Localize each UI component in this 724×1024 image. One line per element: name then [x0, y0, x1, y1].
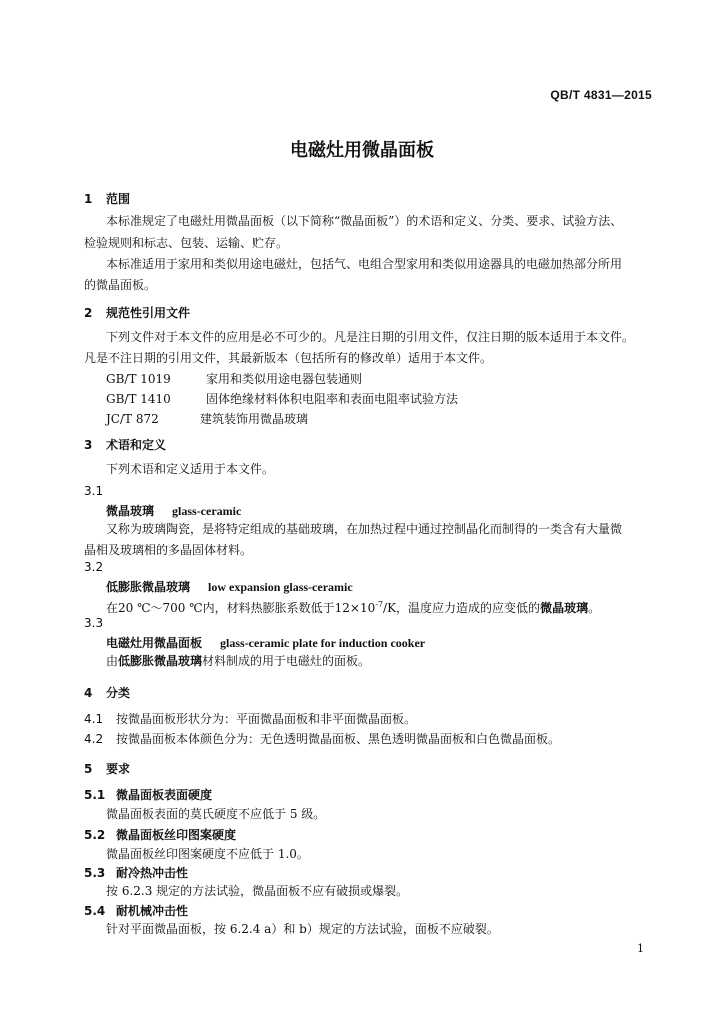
term-chinese: 电磁灶用微晶面板 [106, 636, 203, 650]
term-chinese: 低膨胀微晶玻璃 [106, 580, 191, 594]
clause-number: 5.3 [84, 866, 106, 880]
paragraph: 下列文件对于本文件的应用是必不可少的。凡是注日期的引用文件，仅注日期的版本适用于本文件。 [106, 330, 635, 344]
term-definition [106, 596, 600, 617]
term-definition [106, 652, 370, 670]
clause-title: 微晶面板丝印图案硬度 [116, 828, 237, 842]
paragraph: 检验规则和标志、包装、运输、贮存。 [84, 236, 289, 250]
definition-text: 材料制成的用于电磁灶的面板。 [202, 654, 371, 668]
clause-heading [84, 864, 188, 881]
clause-text: 按微晶面板本体颜色分为：无色透明微晶面板、黑色透明微晶面板和白色微晶面板。 [116, 732, 561, 746]
term-number: 3.3 [84, 616, 104, 630]
term-reference: 低膨胀微晶玻璃 [118, 654, 203, 668]
clause-text: 微晶面板表面的莫氏硬度不应低于 5 级。 [106, 807, 326, 821]
clause-text: 按 6.2.3 规定的方法试验，微晶面板不应有破损或爆裂。 [106, 884, 409, 898]
term-number: 3.2 [84, 560, 104, 574]
section-2-heading [84, 304, 190, 321]
term-heading [106, 502, 241, 519]
clause [84, 730, 560, 747]
term-english: glass-ceramic plate for induction cooker [220, 636, 426, 650]
reference-code: GB/T 1410 [106, 392, 171, 406]
reference-item [106, 370, 362, 388]
clause-number: 5.1 [84, 788, 106, 802]
definition-text: 在20 ℃～700 ℃内，材料热膨胀系数低于12×10 [106, 601, 376, 615]
paragraph: 本标准规定了电磁灶用微晶面板（以下简称“微晶面板”）的术语和定义、分类、要求、试验方法、 [106, 214, 623, 228]
section-4-heading [84, 684, 130, 701]
clause-title: 微晶面板表面硬度 [116, 788, 213, 802]
clause-number: 4.1 [84, 712, 104, 726]
paragraph: 凡是不注日期的引用文件，其最新版本（包括所有的修改单）适用于本文件。 [84, 351, 493, 365]
paragraph: 的微晶面板。 [84, 278, 157, 292]
clause-number: 5.2 [84, 828, 106, 842]
section-title: 规范性引用文件 [106, 306, 191, 320]
section-title: 要求 [106, 762, 131, 776]
clause-number: 5.4 [84, 904, 106, 918]
term-heading [106, 634, 425, 651]
section-title: 术语和定义 [106, 438, 167, 452]
term-english: glass-ceramic [172, 504, 242, 518]
page-number: 1 [637, 942, 644, 955]
term-definition: 又称为玻璃陶瓷，是将特定组成的基础玻璃，在加热过程中通过控制晶化而制得的一类含有大量微 [106, 522, 623, 536]
reference-name: 建筑装饰用微晶玻璃 [200, 412, 309, 426]
section-title: 范围 [106, 192, 131, 206]
section-5-heading [84, 760, 130, 777]
clause-number: 4.2 [84, 732, 104, 746]
document-title: 电磁灶用微晶面板 [290, 140, 434, 161]
definition-text: /K，温度应力造成的应变低的 [383, 601, 541, 615]
term-reference: 微晶玻璃 [540, 601, 589, 615]
clause-text: 微晶面板丝印图案硬度不应低于 1.0。 [106, 847, 309, 861]
term-english: low expansion glass-ceramic [208, 580, 353, 594]
section-number: 4 [84, 686, 93, 700]
clause-text: 按微晶面板形状分为：平面微晶面板和非平面微晶面板。 [116, 712, 417, 726]
reference-name: 固体绝缘材料体积电阻率和表面电阻率试验方法 [206, 392, 459, 406]
clause-title: 耐机械冲击性 [116, 904, 189, 918]
reference-item [106, 410, 308, 428]
term-definition: 晶相及玻璃相的多晶固体材料。 [84, 543, 253, 557]
section-title: 分类 [106, 686, 131, 700]
definition-text: 由 [106, 654, 119, 668]
term-heading [106, 578, 353, 595]
section-number: 2 [84, 306, 93, 320]
term-number: 3.1 [84, 484, 104, 498]
section-number: 1 [84, 192, 93, 206]
section-1-heading [84, 190, 130, 207]
definition-text: 。 [588, 601, 601, 615]
paragraph: 下列术语和定义适用于本文件。 [106, 462, 275, 476]
paragraph: 本标准适用于家用和类似用途电磁灶，包括气、电组合型家用和类似用途器具的电磁加热部分所用 [106, 257, 623, 271]
clause-title: 耐冷热冲击性 [116, 866, 189, 880]
superscript: -7 [375, 600, 384, 609]
clause-heading [84, 826, 236, 843]
section-number: 5 [84, 762, 93, 776]
clause-heading [84, 786, 212, 803]
reference-name: 家用和类似用途电器包装通则 [206, 372, 363, 386]
reference-code: GB/T 1019 [106, 372, 171, 386]
term-chinese: 微晶玻璃 [106, 504, 155, 518]
clause-heading [84, 902, 188, 919]
section-3-heading [84, 436, 166, 453]
clause-text: 针对平面微晶面板，按 6.2.4 a）和 b）规定的方法试验，面板不应破裂。 [106, 922, 499, 936]
clause [84, 710, 416, 727]
reference-item [106, 390, 458, 408]
section-number: 3 [84, 438, 93, 452]
standard-code: QB/T 4831—2015 [550, 88, 652, 102]
reference-code: JC/T 872 [106, 412, 159, 426]
